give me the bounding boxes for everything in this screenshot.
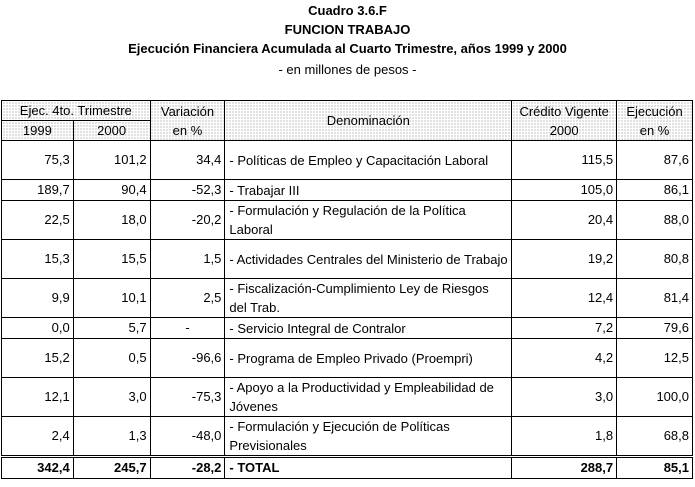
table-row	[2, 180, 693, 201]
cell-2000: 0,5	[73, 339, 150, 378]
header-denominacion: Denominación	[225, 101, 512, 141]
cell-1999: 189,7	[2, 180, 74, 201]
cell-2000: 10,1	[73, 279, 150, 318]
total-1999: 342,4	[2, 457, 74, 479]
cell-denominacion: - Formulación y Regulación de la Política Laboral	[225, 201, 512, 240]
table-row	[2, 141, 693, 180]
cell-ejecucion: 86,1	[617, 180, 693, 201]
cell-1999: 22,5	[2, 201, 74, 240]
cell-denominacion: - Actividades Centrales del Ministerio de Trabajo	[225, 240, 512, 279]
cell-variacion: -96,6	[150, 339, 225, 378]
cell-denominacion: - Políticas de Empleo y Capacitación Laboral	[225, 141, 512, 180]
table-row	[2, 201, 693, 240]
cell-1999: 2,4	[2, 417, 74, 457]
financial-table	[1, 100, 693, 479]
cell-denominacion: - Formulación y Ejecución de Políticas Previsionales	[225, 417, 512, 457]
table-row	[2, 318, 693, 339]
cell-credito: 1,8	[512, 417, 617, 457]
cell-1999: 15,2	[2, 339, 74, 378]
cell-credito: 19,2	[512, 240, 617, 279]
cell-credito: 105,0	[512, 180, 617, 201]
header-credito: Crédito Vigente 2000	[512, 101, 617, 141]
cell-credito: 115,5	[512, 141, 617, 180]
cell-credito: 20,4	[512, 201, 617, 240]
cell-2000: 90,4	[73, 180, 150, 201]
cell-variacion: 1,5	[150, 240, 225, 279]
cell-2000: 15,5	[73, 240, 150, 279]
cell-variacion: -48,0	[150, 417, 225, 457]
table-heading: Ejecución Financiera Acumulada al Cuarto Trimestre, años 1999 y 2000	[128, 41, 567, 56]
cell-1999: 75,3	[2, 141, 74, 180]
cell-2000: 1,3	[73, 417, 150, 457]
cell-variacion: -52,3	[150, 180, 225, 201]
cell-2000: 18,0	[73, 201, 150, 240]
cell-ejecucion: 79,6	[617, 318, 693, 339]
total-2000: 245,7	[73, 457, 150, 479]
cell-1999: 12,1	[2, 378, 74, 417]
header-2000: 2000	[73, 121, 150, 141]
table-row	[2, 240, 693, 279]
header-1999: 1999	[2, 121, 74, 141]
table-row	[2, 417, 693, 457]
header-variacion: Variación en %	[150, 101, 225, 141]
cell-credito: 3,0	[512, 378, 617, 417]
cell-credito: 4,2	[512, 339, 617, 378]
total-ejecucion: 85,1	[617, 457, 693, 479]
cell-variacion: 34,4	[150, 141, 225, 180]
cell-variacion: -	[150, 318, 225, 339]
cell-ejecucion: 68,8	[617, 417, 693, 457]
cell-2000: 3,0	[73, 378, 150, 417]
cell-denominacion: - Servicio Integral de Contralor	[225, 318, 512, 339]
cell-ejecucion: 100,0	[617, 378, 693, 417]
cell-denominacion: - Apoyo a la Productividad y Empleabilidad de Jóvenes	[225, 378, 512, 417]
cell-variacion: -75,3	[150, 378, 225, 417]
cell-denominacion: - Trabajar III	[225, 180, 512, 201]
cell-denominacion: - Fiscalización-Cumplimiento Ley de Riesgos del Trab.	[225, 279, 512, 318]
total-row	[2, 457, 693, 479]
header-ejecucion: Ejecución en %	[617, 101, 693, 141]
total-variacion: -28,2	[150, 457, 225, 479]
total-denominacion: - TOTAL	[225, 457, 512, 479]
cell-2000: 101,2	[73, 141, 150, 180]
units-note: - en millones de pesos -	[278, 62, 417, 77]
table-row	[2, 339, 693, 378]
cell-credito: 12,4	[512, 279, 617, 318]
total-credito: 288,7	[512, 457, 617, 479]
cell-ejecucion: 80,8	[617, 240, 693, 279]
cell-1999: 9,9	[2, 279, 74, 318]
cell-ejecucion: 12,5	[617, 339, 693, 378]
cell-2000: 5,7	[73, 318, 150, 339]
cell-variacion: -20,2	[150, 201, 225, 240]
table-row	[2, 378, 693, 417]
cell-ejecucion: 87,6	[617, 141, 693, 180]
cell-1999: 0,0	[2, 318, 74, 339]
cell-ejecucion: 81,4	[617, 279, 693, 318]
cell-1999: 15,3	[2, 240, 74, 279]
cell-denominacion: - Programa de Empleo Privado (Proempri)	[225, 339, 512, 378]
cell-ejecucion: 88,0	[617, 201, 693, 240]
table-number: Cuadro 3.6.F	[308, 3, 387, 18]
function-title: FUNCION TRABAJO	[284, 22, 411, 37]
cell-credito: 7,2	[512, 318, 617, 339]
header-ejec-trimestre: Ejec. 4to. Trimestre	[2, 101, 151, 121]
cell-variacion: 2,5	[150, 279, 225, 318]
table-row	[2, 279, 693, 318]
